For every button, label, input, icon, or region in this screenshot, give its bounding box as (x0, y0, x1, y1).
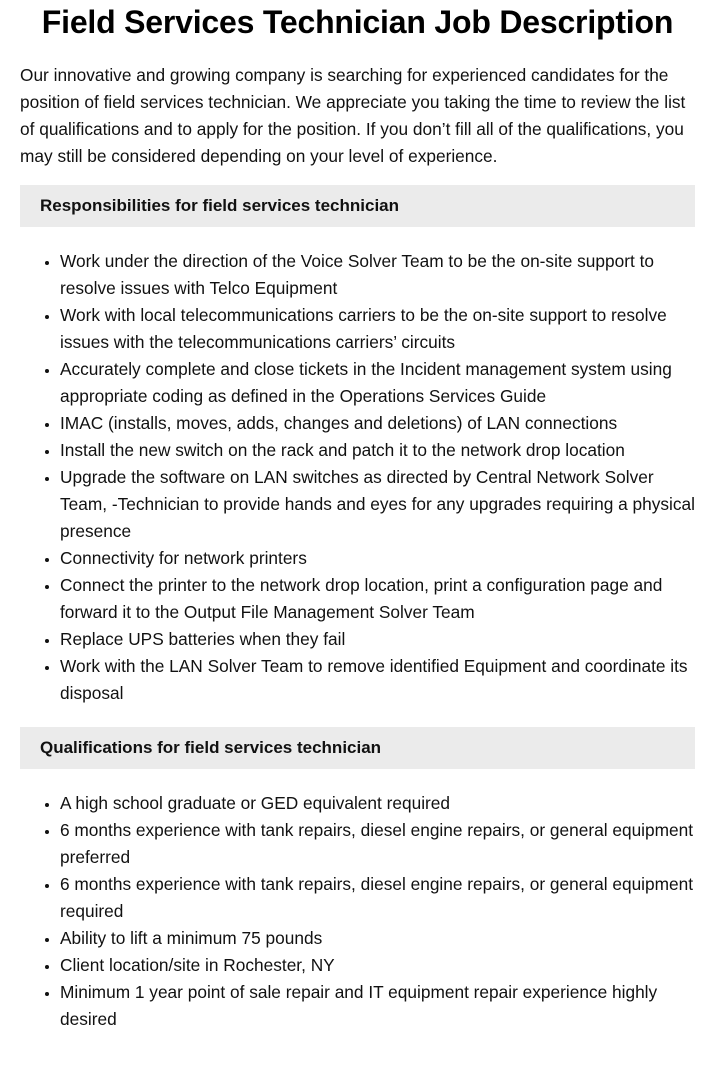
list-item: • Ability to lift a minimum 75 pounds (60, 925, 695, 952)
responsibilities-heading: Responsibilities for field services technician (20, 185, 695, 227)
list-item: • Connect the printer to the network drop location, print a configuration page and forward it to the Output File Management Solver Team (60, 572, 695, 626)
list-item: • Work with the LAN Solver Team to remove identified Equipment and coordinate its disposal (60, 653, 695, 707)
qualifications-heading: Qualifications for field services technician (20, 727, 695, 769)
section-divider (20, 707, 695, 712)
intro-paragraph: Our innovative and growing company is searching for experienced candidates for the position of field services technician. We appreciate you taking the time to review the list of qualifications and to apply for the position. If you don’t fill all of the qualifications, you may still be considered depending on your level of experience. (20, 65, 686, 166)
list-item: • Client location/site in Rochester, NY (60, 952, 695, 979)
list-item: • 6 months experience with tank repairs, diesel engine repairs, or general equipment required (60, 871, 695, 925)
list-item: • Work with local telecommunications carriers to be the on-site support to resolve issues with the telecommunications carriers’ circuits (60, 302, 695, 356)
list-item: • Accurately complete and close tickets in the Incident management system using appropriate coding as defined in the Operations Services Guide (60, 356, 695, 410)
list-item: • Minimum 1 year point of sale repair and IT equipment repair experience highly desired (60, 979, 695, 1033)
list-item: • Install the new switch on the rack and patch it to the network drop location (60, 437, 695, 464)
list-item: • 6 months experience with tank repairs, diesel engine repairs, or general equipment preferred (60, 817, 695, 871)
list-item: • IMAC (installs, moves, adds, changes and deletions) of LAN connections (60, 410, 695, 437)
list-item: • Upgrade the software on LAN switches as directed by Central Network Solver Team, -Technician to provide hands and eyes for any upgrades requiring a physical presence (60, 464, 695, 545)
list-item: • Work under the direction of the Voice Solver Team to be the on-site support to resolve issues with Telco Equipment (60, 248, 695, 302)
list-item: • Replace UPS batteries when they fail (60, 626, 695, 653)
list-item: • A high school graduate or GED equivalent required (60, 790, 695, 817)
list-item: • Connectivity for network printers (60, 545, 695, 572)
page-title: Field Services Technician Job Description (41, 4, 674, 40)
responsibilities-list (20, 248, 695, 707)
qualifications-list (20, 790, 695, 1033)
